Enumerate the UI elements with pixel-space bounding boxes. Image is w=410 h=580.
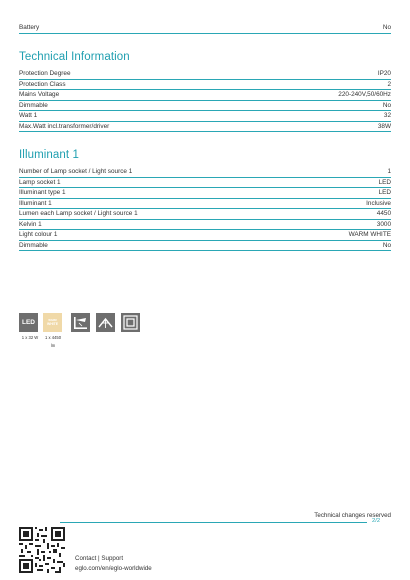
led-icon-label: LED bbox=[22, 319, 35, 326]
lumen-caption: 1 x 4450 bbox=[44, 335, 62, 340]
spec-value: 2 bbox=[387, 80, 391, 88]
spec-label: Dimmable bbox=[19, 241, 48, 249]
spec-value: WARM WHITE bbox=[348, 231, 391, 238]
watt-caption: 1 x 32 W bbox=[21, 335, 39, 340]
led-icon bbox=[19, 313, 38, 332]
lumen-unit-caption: lm bbox=[50, 343, 56, 348]
spec-label: Illuminant 1 bbox=[19, 199, 52, 207]
page-number: 2/2 bbox=[372, 518, 381, 524]
spec-row bbox=[19, 121, 391, 133]
technical-changes-note: Technical changes reserved bbox=[314, 512, 391, 519]
spec-value: LED bbox=[378, 178, 391, 186]
spec-label: Battery bbox=[19, 24, 40, 31]
protection-class-icon bbox=[121, 313, 140, 332]
qr-code bbox=[19, 527, 65, 573]
spec-label: Protection Degree bbox=[19, 70, 71, 77]
spec-value: 4450 bbox=[376, 210, 391, 217]
spec-label: Watt 1 bbox=[19, 112, 38, 119]
spec-label: Protection Class bbox=[19, 80, 66, 88]
spec-value: 38W bbox=[377, 122, 391, 130]
spec-value: No bbox=[382, 241, 391, 249]
contact-support-link[interactable]: Contact | Support bbox=[75, 555, 124, 562]
spec-row-battery bbox=[19, 22, 391, 34]
spec-label: Lumen each Lamp socket / Light source 1 bbox=[19, 210, 138, 217]
spec-label: Mains Voltage bbox=[19, 91, 60, 98]
spec-label: Illuminant type 1 bbox=[19, 189, 66, 196]
section-title-technical-information: Technical Information bbox=[19, 51, 130, 63]
spec-value: No bbox=[382, 24, 391, 31]
spec-label: Lamp socket 1 bbox=[19, 178, 61, 186]
spec-value: 220-240V,50/60Hz bbox=[338, 91, 391, 98]
spec-value: LED bbox=[378, 189, 391, 196]
spec-label: Dimmable bbox=[19, 101, 48, 109]
spec-label: Light colour 1 bbox=[19, 231, 58, 238]
spec-label: Number of Lamp socket / Light source 1 bbox=[19, 168, 133, 175]
spec-value: 32 bbox=[383, 112, 391, 119]
wall-mounted-icon bbox=[71, 313, 90, 332]
spec-row bbox=[19, 240, 391, 252]
spec-value: 3000 bbox=[376, 220, 391, 228]
warm-white-icon bbox=[43, 313, 62, 332]
spec-label: Kelvin 1 bbox=[19, 220, 42, 228]
spec-value: 1 bbox=[387, 168, 391, 175]
warm-white-icon-label-bottom: WHITE bbox=[47, 322, 58, 326]
website-link[interactable]: eglo.com/en/eglo-worldwide bbox=[75, 565, 152, 572]
spec-value: IP20 bbox=[377, 70, 391, 77]
light-direction-icon bbox=[96, 313, 115, 332]
warm-white-icon-label-top: WARM bbox=[48, 319, 57, 322]
section-title-illuminant: Illuminant 1 bbox=[19, 149, 80, 161]
spec-label: Max.Watt incl.transformer/driver bbox=[19, 122, 110, 130]
spec-value: No bbox=[382, 101, 391, 109]
spec-value: Inclusive bbox=[366, 199, 391, 207]
footer-divider bbox=[60, 522, 367, 523]
